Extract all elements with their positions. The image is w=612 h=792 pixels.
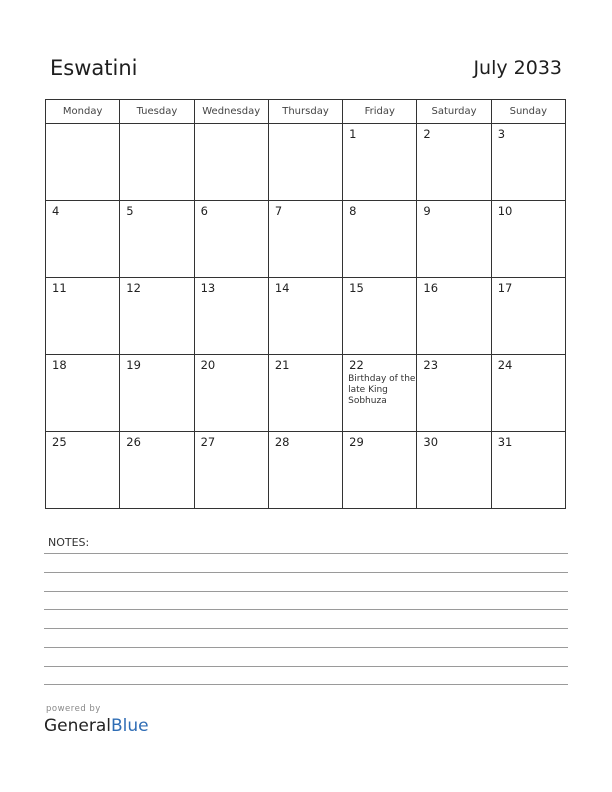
- day-number: 5: [126, 204, 134, 218]
- day-number: 24: [497, 358, 513, 372]
- day-number: [195, 124, 268, 127]
- week-row: [46, 201, 566, 278]
- day-number: 29: [349, 435, 364, 449]
- day-cell: [46, 201, 120, 278]
- day-number: 13: [200, 281, 216, 295]
- holiday-label: Birthday of the late King Sobhuza: [348, 374, 416, 406]
- day-number: 15: [349, 281, 364, 295]
- day-cell: [417, 432, 491, 509]
- weekday-header: Wednesday: [194, 100, 268, 124]
- powered-by-label: powered by: [46, 704, 101, 714]
- day-number: 16: [423, 281, 439, 295]
- day-cell: [343, 201, 417, 278]
- day-number: 28: [274, 435, 290, 449]
- day-cell: [417, 201, 491, 278]
- day-cell: [491, 124, 565, 201]
- note-line: [44, 553, 568, 554]
- note-line: [44, 628, 568, 629]
- day-cell: [268, 355, 342, 432]
- day-cell: [491, 355, 565, 432]
- day-cell: [268, 124, 342, 201]
- note-line: [44, 591, 568, 592]
- week-row: [46, 355, 566, 432]
- day-number: 3: [497, 127, 506, 141]
- day-cell: [194, 432, 268, 509]
- day-number: 18: [52, 358, 67, 372]
- day-number: 6: [200, 204, 208, 218]
- note-line: [44, 609, 568, 610]
- day-cell: [343, 278, 417, 355]
- day-cell: [46, 278, 120, 355]
- day-cell: [194, 355, 268, 432]
- weekday-header: Monday: [46, 100, 120, 124]
- day-cell: [120, 201, 194, 278]
- day-cell: [46, 124, 120, 201]
- day-cell: [268, 278, 342, 355]
- week-row: [46, 124, 566, 201]
- day-number: 7: [274, 204, 283, 218]
- weekday-header: Thursday: [268, 100, 342, 124]
- note-line: [44, 647, 568, 648]
- day-cell: [46, 355, 120, 432]
- day-number: 1: [349, 127, 357, 141]
- day-number: 10: [497, 204, 513, 218]
- day-cell: [120, 278, 194, 355]
- weekday-header: Tuesday: [120, 100, 194, 124]
- weekday-header: Saturday: [417, 100, 491, 124]
- day-cell: [417, 355, 491, 432]
- week-row: [46, 432, 566, 509]
- day-cell: [120, 432, 194, 509]
- day-number: 9: [423, 204, 431, 218]
- day-cell: [194, 124, 268, 201]
- day-number: [120, 124, 193, 127]
- day-number: 20: [200, 358, 216, 372]
- day-number: 4: [52, 204, 60, 218]
- day-cell: [46, 432, 120, 509]
- country-title: Eswatini: [50, 56, 138, 80]
- month-year-title: July 2033: [473, 57, 562, 79]
- day-cell: [120, 124, 194, 201]
- day-cell: [491, 278, 565, 355]
- day-number: 23: [423, 358, 439, 372]
- day-cell: [417, 278, 491, 355]
- day-cell: [194, 201, 268, 278]
- note-line: [44, 572, 568, 573]
- weekday-header-row: [46, 100, 566, 124]
- day-number: 22: [349, 358, 364, 372]
- brand-blue: Blue: [111, 716, 149, 736]
- day-number: 25: [52, 435, 67, 449]
- day-cell: [120, 355, 194, 432]
- notes-label: NOTES:: [48, 536, 90, 549]
- day-cell: [268, 201, 342, 278]
- day-cell: [343, 124, 417, 201]
- day-number: [46, 124, 119, 127]
- brand-general: General: [44, 716, 111, 736]
- day-cell: [417, 124, 491, 201]
- week-row: [46, 278, 566, 355]
- day-cell: [268, 432, 342, 509]
- day-number: 11: [52, 281, 67, 295]
- day-cell: [194, 278, 268, 355]
- day-number: 2: [423, 127, 431, 141]
- weekday-header: Friday: [343, 100, 417, 124]
- day-number: 12: [126, 281, 141, 295]
- day-number: 26: [126, 435, 141, 449]
- day-number: 21: [274, 358, 290, 372]
- day-number: 14: [274, 281, 290, 295]
- day-number: 31: [497, 435, 513, 449]
- day-cell: [343, 355, 417, 432]
- day-cell: [343, 432, 417, 509]
- note-line: [44, 684, 568, 685]
- day-cell: [491, 432, 565, 509]
- day-number: 27: [200, 435, 216, 449]
- day-number: 17: [497, 281, 513, 295]
- note-line: [44, 666, 568, 667]
- weekday-header: Sunday: [491, 100, 565, 124]
- day-number: 8: [349, 204, 357, 218]
- day-number: [269, 124, 342, 127]
- calendar-grid: [45, 99, 566, 509]
- day-number: 30: [423, 435, 439, 449]
- generalblue-logo: [44, 716, 149, 736]
- day-cell: [491, 201, 565, 278]
- day-number: 19: [126, 358, 141, 372]
